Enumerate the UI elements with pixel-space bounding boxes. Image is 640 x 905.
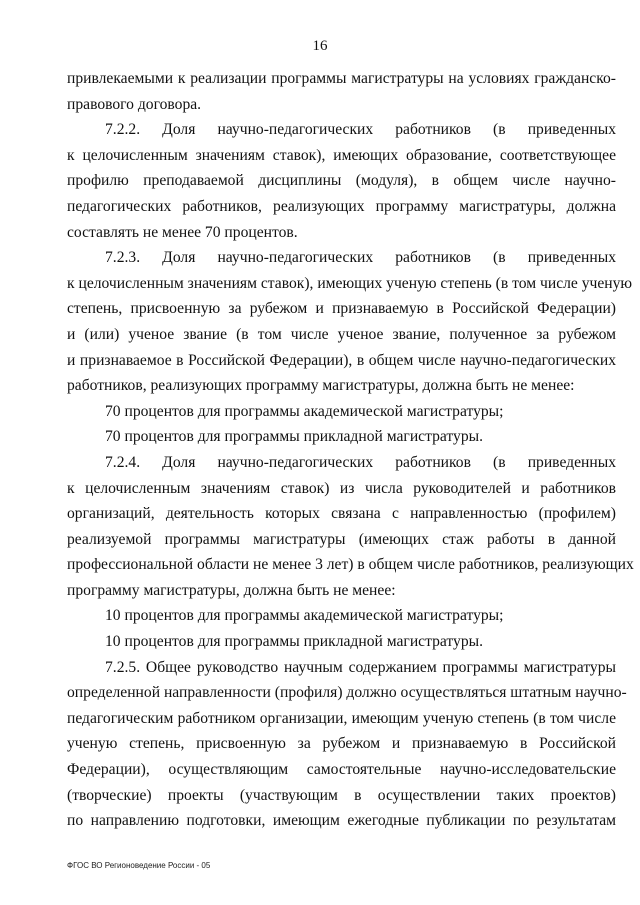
text-line: профессиональной области не менее 3 лет) в общем числе работников, реализующих [67, 556, 634, 574]
text-line: 70 процентов для программы академической магистратуры; [105, 402, 504, 420]
text-line: степень, присвоенную за рубежом и признаваемую в Российской Федерации) [67, 300, 616, 318]
text-line: к целочисленным значениям ставок), имеющих образование, соответствующее [67, 146, 616, 164]
text-line: педагогических работников, реализующих программу магистратуры, должна [67, 197, 616, 215]
page-footer: ФГОС ВО Регионоведение России - 05 [67, 861, 211, 870]
text-line: ученую степень, присвоенную за рубежом и признаваемую в Российской [67, 735, 616, 753]
text-line: реализуемой программы магистратуры (имеющих стаж работы в данной [67, 530, 616, 548]
text-line: организаций, деятельность которых связана с направленностью (профилем) [67, 505, 616, 523]
text-line: 7.2.5. Общее руководство научным содержанием программы магистратуры [105, 658, 616, 676]
text-line: к целочисленным значениям ставок), имеющих ученую степень (в том числе ученую [67, 274, 633, 292]
text-line: к целочисленным значениям ставок) из числа руководителей и работников [67, 479, 616, 497]
text-line: (творческие) проекты (участвующим в осуществлении таких проектов) [67, 786, 616, 804]
text-line: правового договора. [67, 95, 202, 113]
text-line: 70 процентов для программы прикладной магистратуры. [105, 428, 483, 446]
text-line: программу магистратуры, должна быть не менее: [67, 581, 396, 599]
text-line: педагогическим работником организации, имеющим ученую степень (в том числе [67, 709, 616, 727]
text-line: привлекаемыми к реализации программы магистратуры на условиях гражданско- [67, 70, 616, 87]
text-line: определенной направленности (профиля) должно осуществляться штатным научно- [67, 684, 627, 702]
text-line: составлять не менее 70 процентов. [67, 223, 298, 241]
text-line: работников, реализующих программу магистратуры, должна быть не менее: [67, 377, 575, 395]
text-line: Федерации), осуществляющим самостоятельные научно-исследовательские [67, 761, 616, 779]
text-line: 10 процентов для программы академической магистратуры; [105, 607, 504, 625]
text-line: 7.2.4. Доля научно-педагогических работников (в приведенных [105, 453, 616, 471]
document-body [67, 66, 634, 834]
text-line: и (или) ученое звание (в том числе ученое звание, полученное за рубежом [67, 325, 616, 343]
text-line: 10 процентов для программы прикладной магистратуры. [105, 633, 483, 651]
text-line: по направлению подготовки, имеющим ежегодные публикации по результатам [67, 812, 616, 830]
text-line: и признаваемое в Российской Федерации), в общем числе научно-педагогических [67, 351, 616, 369]
text-line: 7.2.3. Доля научно-педагогических работников (в приведенных [105, 249, 616, 267]
text-line: профилю преподаваемой дисциплины (модуля), в общем числе научно- [67, 172, 616, 190]
text-line: 7.2.2. Доля научно-педагогических работников (в приведенных [105, 121, 616, 139]
page-number: 16 [312, 38, 328, 54]
